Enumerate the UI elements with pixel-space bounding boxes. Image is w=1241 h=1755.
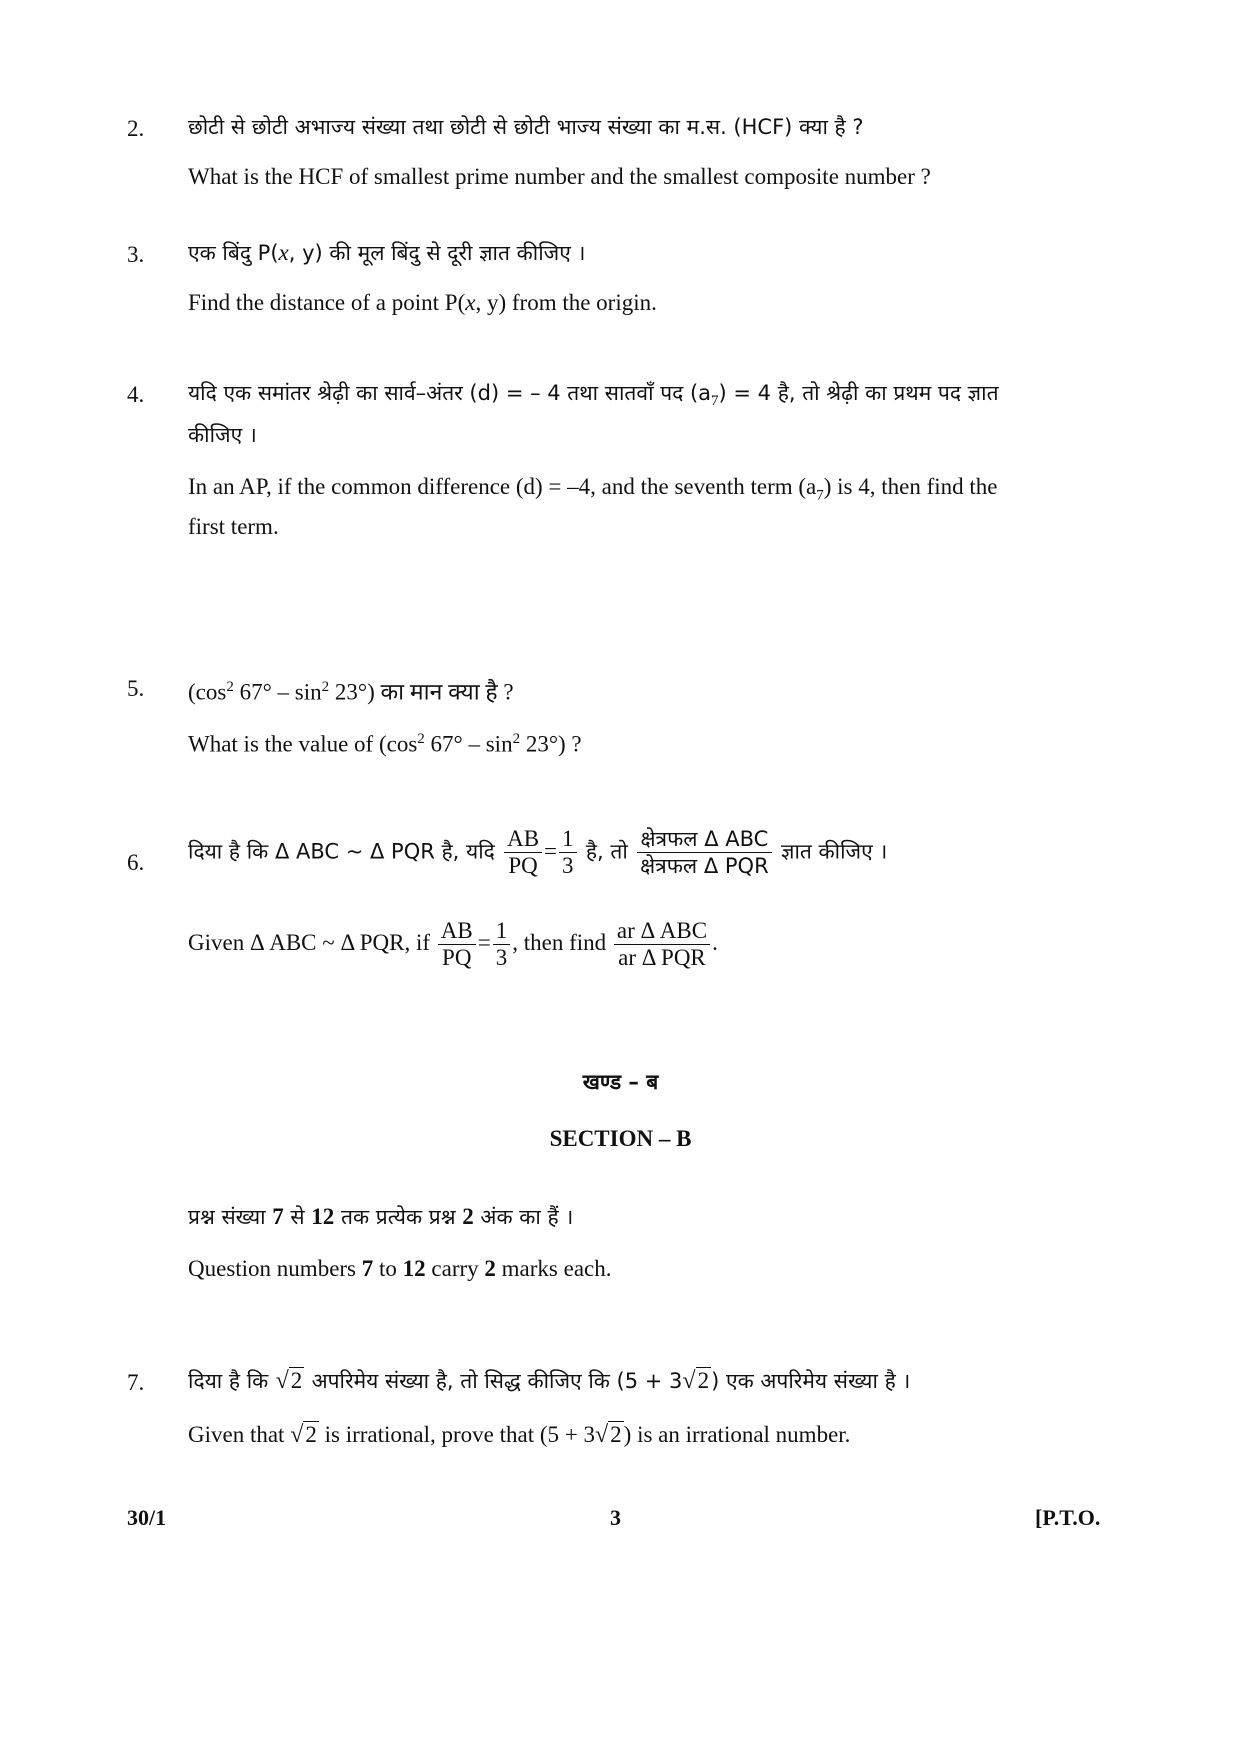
denominator: क्षेत्रफल Δ PQR: [640, 854, 769, 878]
subscript: 7: [816, 487, 824, 504]
bold-number: 7: [272, 1204, 284, 1229]
question-english-line-2: [188, 512, 279, 542]
denominator: 3: [495, 945, 508, 970]
denominator: PQ: [508, 853, 538, 878]
sqrt-symbol: √2: [595, 1422, 622, 1448]
hindi-text: कीजिए ।: [188, 423, 257, 447]
denominator: ar Δ PQR: [618, 945, 706, 970]
hindi-text: , y) की मूल बिंदु से दूरी ज्ञात कीजिए ।: [288, 241, 586, 265]
hindi-text: अपरिमेय संख्या है, तो सिद्ध कीजिए कि (5 + 3: [311, 1369, 683, 1393]
denominator: PQ: [442, 945, 472, 970]
english-text: ) is an irrational number.: [623, 1422, 851, 1447]
equals-sign: =: [477, 929, 491, 955]
question-hindi: [188, 238, 585, 268]
equals-sign: =: [544, 838, 558, 864]
question-number: 2.: [127, 116, 145, 141]
sqrt-symbol: √2: [275, 1368, 303, 1394]
hindi-text: दिया है कि: [188, 1369, 269, 1393]
sqrt-symbol: √2: [682, 1368, 710, 1394]
question-hindi: [188, 672, 514, 708]
fraction-area-ratio: [637, 826, 772, 879]
english-text: to: [373, 1256, 403, 1281]
english-text: 67° – sin: [424, 731, 513, 757]
radicand: 2: [305, 1422, 317, 1447]
numerator: AB: [438, 918, 476, 945]
fraction-ab-pq: [504, 826, 542, 879]
bold-number: 12: [311, 1204, 335, 1229]
bold-number: 7: [361, 1256, 374, 1281]
question-number: 6.: [127, 850, 145, 875]
sqrt-symbol: √2: [290, 1422, 317, 1448]
paper-code: 30/1: [127, 1505, 167, 1530]
question-english: [188, 288, 657, 318]
hindi-text: दिया है कि Δ ABC ~ Δ PQR है, यदि: [188, 839, 495, 864]
english-text: Given Δ ABC ~ Δ PQR, if: [188, 929, 431, 955]
radicand: 2: [610, 1422, 622, 1447]
variable-x: x: [465, 290, 476, 315]
english-text: What is the value of (cos: [188, 731, 418, 757]
formula-text: (cos: [188, 679, 227, 705]
hindi-text: अंक का हैं ।: [473, 1205, 574, 1229]
hindi-text: प्रश्न संख्या: [188, 1205, 273, 1229]
bold-number: 12: [402, 1256, 426, 1281]
hindi-text: ) = 4 है, तो श्रेढ़ी का प्रथम पद ज्ञात: [718, 381, 999, 405]
english-text: What is the HCF of smallest prime number and the smallest composite number ?: [188, 164, 931, 189]
question-number: 3.: [127, 242, 145, 267]
denominator: 3: [562, 853, 574, 878]
formula-text: 67° – sin: [233, 679, 322, 705]
superscript: 2: [512, 731, 521, 747]
question-english: [188, 918, 718, 971]
hindi-text: तक प्रत्येक प्रश्न: [334, 1205, 463, 1229]
bold-number: 2: [462, 1204, 474, 1229]
question-english: [188, 1420, 850, 1450]
section-title-english: SECTION – B: [549, 1126, 692, 1151]
numerator: AB: [504, 826, 542, 853]
english-text: , y) from the origin.: [475, 290, 657, 315]
hindi-text: ) एक अपरिमेय संख्या है ।: [711, 1369, 911, 1393]
question-number: 5.: [127, 676, 145, 701]
english-text: In an AP, if the common difference (d) = –4, and the seventh term (a: [188, 474, 817, 499]
question-hindi: [188, 112, 864, 142]
fraction-area-ratio: [614, 918, 710, 971]
hindi-text: छोटी से छोटी अभाज्य संख्या तथा छोटी से छोटी भाज्य संख्या का म.स. (HCF) क्या है ?: [188, 115, 864, 139]
question-hindi-line-2: [188, 420, 257, 450]
numerator: ar Δ ABC: [614, 918, 710, 945]
english-text: Given that: [188, 1422, 285, 1447]
superscript: 2: [417, 731, 425, 747]
hindi-text: ज्ञात कीजिए ।: [780, 839, 888, 864]
instructions-english: [188, 1254, 612, 1284]
english-text: Find the distance of a point P(: [188, 290, 466, 315]
english-text: 23°) ?: [520, 731, 582, 757]
english-text: Question numbers: [188, 1256, 362, 1281]
superscript: 2: [226, 679, 234, 695]
english-text: is irrational, prove that (5 + 3: [324, 1422, 595, 1447]
fraction-ab-pq: [438, 918, 476, 971]
numerator: 1: [559, 826, 577, 853]
english-text: carry: [425, 1256, 485, 1281]
question-number: 7.: [127, 1370, 145, 1395]
hindi-text: यदि एक समांतर श्रेढ़ी का सार्व–अंतर (d) = – 4 तथा सातवाँ पद (a: [188, 381, 712, 405]
numerator: क्षेत्रफल Δ ABC: [637, 826, 772, 853]
formula-text: 23°) का मान क्या है ?: [329, 679, 514, 705]
english-text: first term.: [188, 514, 279, 539]
english-text: , then find: [512, 929, 607, 955]
question-english: [188, 162, 931, 192]
question-hindi: [188, 1366, 910, 1396]
page-number: 3: [610, 1505, 621, 1530]
hindi-text: है, तो: [585, 839, 628, 864]
hindi-text: से: [283, 1205, 312, 1229]
section-title-hindi: खण्ड – ब: [582, 1070, 659, 1094]
instructions-hindi: [188, 1202, 573, 1232]
english-text: marks each.: [495, 1256, 612, 1281]
fraction-one-third: [559, 826, 577, 879]
question-hindi-line-1: [188, 378, 999, 416]
superscript: 2: [321, 679, 330, 695]
english-text: .: [712, 929, 718, 955]
numerator: 1: [493, 918, 511, 945]
question-hindi: [188, 826, 887, 879]
subscript: 7: [711, 393, 719, 410]
hindi-text: एक बिंदु P(: [188, 241, 279, 265]
fraction-one-third: [493, 918, 511, 971]
variable-x: x: [278, 240, 289, 265]
question-number: 4.: [127, 382, 145, 407]
question-english: [188, 724, 582, 760]
bold-number: 2: [484, 1256, 496, 1281]
question-english-line-1: [188, 472, 998, 511]
radicand: 2: [697, 1368, 710, 1393]
english-text: ) is 4, then find the: [823, 474, 998, 499]
radicand: 2: [290, 1368, 303, 1393]
please-turn-over: [P.T.O.: [1035, 1505, 1101, 1530]
